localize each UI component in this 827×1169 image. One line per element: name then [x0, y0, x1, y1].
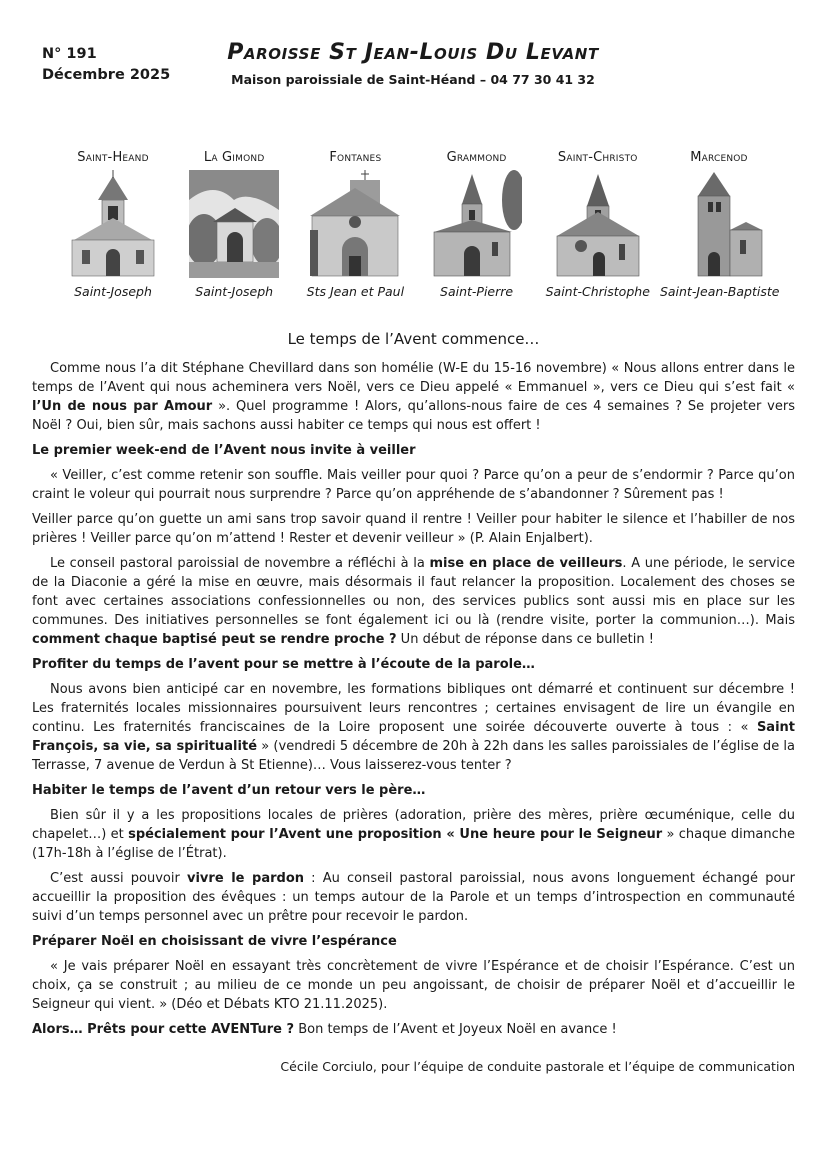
quote-paragraph-continued: Veiller parce qu’on guette un ami sans trop savoir quand il rentre ! Veiller pour habiter le silence et l’habiller de nos prières ! Veiller parce qu’on m’attend ! Rester et devenir veilleur » (P. Alain Enjalbert).: [32, 512, 795, 546]
intro-paragraph: [32, 359, 795, 435]
text-run: : Au conseil pastoral paroissial, nous avons longuement échangé pour accueillir la proposition des évêques : un temps autour de la Parole et un temps d’introspection en communauté suivi d’un temps personnel avec un prêtre pour recevoir le pardon.: [32, 871, 795, 924]
church-photo: [674, 170, 764, 278]
church-la-gimond: [175, 150, 293, 299]
issue-date: Décembre 2025: [42, 67, 171, 83]
bold-run: mise en place de veilleurs: [429, 556, 623, 571]
text-run: » (vendredi 5 décembre de 20h à 22h dans les salles paroissiales de l’église de la Terrasse, 7 avenue de Verdun à St Etienne)… Vous laisserez-vous tenter ?: [32, 739, 795, 773]
masthead: [180, 38, 646, 87]
church-saint-christo: [539, 150, 657, 299]
church-village-name: Saint-Christo: [557, 150, 638, 165]
bold-run: Saint François, sa vie, sa spiritualité: [32, 720, 795, 754]
section-heading-pere: Habiter le temps de l’avent d’un retour vers le père…: [32, 783, 426, 798]
church-village-name: Marcenod: [690, 150, 748, 165]
church-photo: [189, 170, 279, 278]
church-photo: [310, 170, 400, 278]
section-heading-esperance: Préparer Noël en choisissant de vivre l’espérance: [32, 934, 397, 949]
quote-paragraph: « Veiller, c’est comme retenir son souffle. Mais veiller pour quoi ? Parce qu’on a peur de s’endormir ? Parce qu’on craint le voleur qui pourrait nous surprendre ? Parce qu’on appréhende de s’abandonner ? Sûrement pas !: [32, 468, 795, 502]
text-run: C’est aussi pouvoir: [50, 871, 187, 886]
bold-run: vivre le pardon: [187, 871, 305, 886]
church-saint-name: Saint-Jean-Baptiste: [659, 284, 780, 299]
veilleurs-paragraph: [32, 554, 795, 649]
issue-number: N° 191: [42, 46, 97, 62]
church-saint-name: Saint-Joseph: [74, 284, 152, 299]
church-saint-heand: [54, 150, 172, 299]
article-title: Le temps de l’Avent commence…: [287, 330, 540, 348]
text-run: » chaque dimanche (17h-18h à l’église de l’Étrat).: [32, 827, 796, 861]
church-photo: [432, 170, 522, 278]
church-village-name: Grammond: [446, 150, 507, 165]
bold-run: spécialement pour l’Avent une proposition « Une heure pour le Seigneur: [128, 827, 663, 842]
text-run: . A une période, le service de la Diaconie a géré la mise en œuvre, mais désormais il faut relancer la proposition. Localement des choses se font avec certaines associations confessionnelles ou non, des services publics sont aussi mis en place sur les communes. Des initiatives personnelles se font également ici ou là (rendre visite, porter la communion…). Mais: [32, 556, 795, 628]
section-heading-veiller: Le premier week-end de l’Avent nous invite à veiller: [32, 443, 416, 458]
esperance-paragraph: « Je vais préparer Noël en essayant très concrètement de vivre l’Espérance et de choisir l’Espérance. C’est un choix, ça se construit ; au milieu de ce monde un peu angoissant, de choisir de préparer Noël et d’accueillir le Seigneur qui vient. » (Déo et Débats KTO 21.11.2025).: [32, 959, 795, 1012]
church-saint-name: Saint-Pierre: [440, 284, 514, 299]
text-run: Nous avons bien anticipé car en novembre, les formations bibliques ont démarré et continuent sur décembre ! Les fraternités locales missionnaires poursuivent leurs rencontres ; certaines envisagent de lire un évangile en continu. Les fraternités franciscaines de la Loire proposent une soirée découverte ouverte à tous : «: [32, 682, 795, 735]
text-run: ». Quel programme ! Alors, qu’allons-nous faire de ces 4 semaines ? Se projeter vers Noël ? Oui, bien sûr, mais sachons aussi habiter ce temps qui nous est offert !: [32, 399, 795, 433]
signature: Cécile Corciulo, pour l’équipe de conduite pastorale et l’équipe de communication: [280, 1059, 795, 1074]
text-run: Le conseil pastoral paroissial de novembre a réfléchi à la: [50, 556, 430, 571]
church-row: [54, 150, 778, 299]
pardon-paragraph: [32, 869, 795, 926]
text-run: Bien sûr il y a les propositions locales de prières (adoration, prière des mères, prière œcuménique, celle du chapelet…) et: [32, 808, 795, 842]
church-saint-name: Sts Jean et Paul: [306, 284, 405, 299]
text-run: Comme nous l’a dit Stéphane Chevillard dans son homélie (W-E du 15-16 novembre) « Nous allons entrer dans le temps de l’Avent qui nous acheminera vers Noël, vers ce Dieu appelé « Emmanuel », vers ce Dieu qui s’est fait «: [32, 361, 795, 395]
parole-paragraph: [32, 680, 795, 775]
church-village-name: La Gimond: [203, 150, 265, 165]
parish-subtitle: Maison paroissiale de Saint-Héand – 04 77 30 41 32: [231, 72, 595, 87]
church-photo: [553, 170, 643, 278]
church-village-name: Fontanes: [329, 150, 382, 165]
church-marcenod: [660, 150, 778, 299]
bold-run: Alors… Prêts pour cette AVENTure ?: [32, 1022, 295, 1037]
church-photo: [68, 170, 158, 278]
church-fontanes: [296, 150, 414, 299]
bold-run: comment chaque baptisé peut se rendre proche ?: [32, 632, 397, 647]
church-saint-name: Saint-Joseph: [195, 284, 274, 299]
church-grammond: [418, 150, 536, 299]
section-heading-parole: Profiter du temps de l’avent pour se mettre à l’écoute de la parole…: [32, 657, 535, 672]
closing-paragraph: [32, 1020, 795, 1039]
church-village-name: Saint-Heand: [77, 150, 149, 165]
text-run: Un début de réponse dans ce bulletin !: [396, 632, 654, 647]
parish-title: Paroisse St Jean-Louis Du Levant: [227, 40, 599, 65]
text-run: Bon temps de l’Avent et Joyeux Noël en avance !: [294, 1022, 617, 1037]
bold-run: l’Un de nous par Amour: [32, 399, 213, 414]
church-saint-name: Saint-Christophe: [545, 284, 650, 299]
issue-info: [42, 44, 170, 86]
priere-paragraph: [32, 806, 795, 863]
article: [32, 330, 795, 1076]
